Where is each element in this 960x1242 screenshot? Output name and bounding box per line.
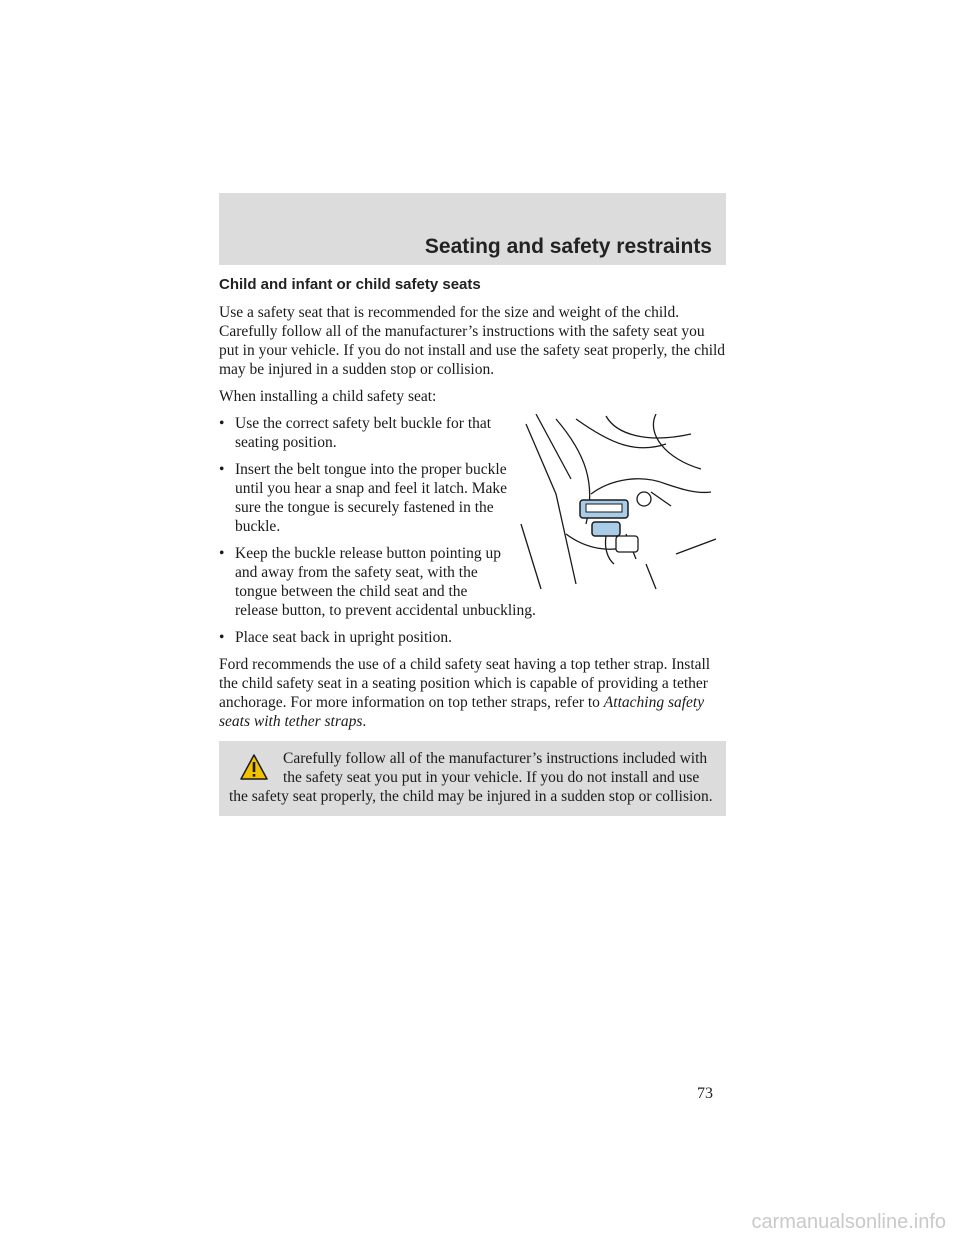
bullet-dot-icon: • — [219, 461, 225, 478]
sub-heading: Child and infant or child safety seats — [219, 276, 481, 293]
warning-triangle-icon — [239, 753, 269, 781]
tether-paragraph — [219, 655, 726, 731]
bullet-dot-icon: • — [219, 629, 225, 646]
section-header — [219, 193, 726, 265]
bullet-text: Use the correct safety belt buckle for that seating position. — [235, 415, 492, 451]
tether-reference-link[interactable]: Attaching safety seats with tether straps — [219, 694, 705, 730]
bullet-dot-icon: • — [219, 545, 225, 562]
bullet-item — [219, 544, 726, 620]
warning-box — [219, 741, 726, 816]
footer-watermark: carmanualsonline.info — [751, 1211, 946, 1233]
bullet-text: Insert the belt tongue into the proper buckle until you hear a snap and feel it latch. Make sure the tongue is securely fastened in the buckle. — [235, 461, 508, 535]
intro-paragraph: Use a safety seat that is recommended for the size and weight of the child. Carefully follow all of the manufacturer’s instructions with the safety seat you put in your vehicle. If you do not install and use the safety seat properly, the child may be injured in a sudden stop or collision. — [219, 304, 726, 378]
section-title: Seating and safety restraints — [424, 235, 712, 258]
tether-end: . — [362, 713, 367, 730]
warning-text: Carefully follow all of the manufacturer’s instructions included with the safety seat you put in your vehicle. If you do not install and use the safety seat properly, the child may be injured in a sudden stop or collision. — [229, 750, 713, 805]
bullet-text: Place seat back in upright position. — [235, 629, 452, 646]
bullet-text: Keep the buckle release button pointing up and away from the safety seat, with the tongue between the child seat and the release button, to prevent accidental unbuckling. — [235, 545, 536, 619]
bullet-item — [219, 414, 726, 452]
page-content — [219, 276, 726, 816]
page-number: 73 — [697, 1085, 713, 1102]
bullet-dot-icon: • — [219, 415, 225, 432]
installing-lead: When installing a child safety seat: — [219, 388, 437, 405]
bullet-item — [219, 460, 726, 536]
bullet-item — [219, 628, 726, 647]
tether-text: Ford recommends the use of a child safety seat having a top tether strap. Install the child safety seat in a seating position which is capable of providing a tether anchorage. For more information on top tether straps, refer to — [219, 656, 711, 711]
